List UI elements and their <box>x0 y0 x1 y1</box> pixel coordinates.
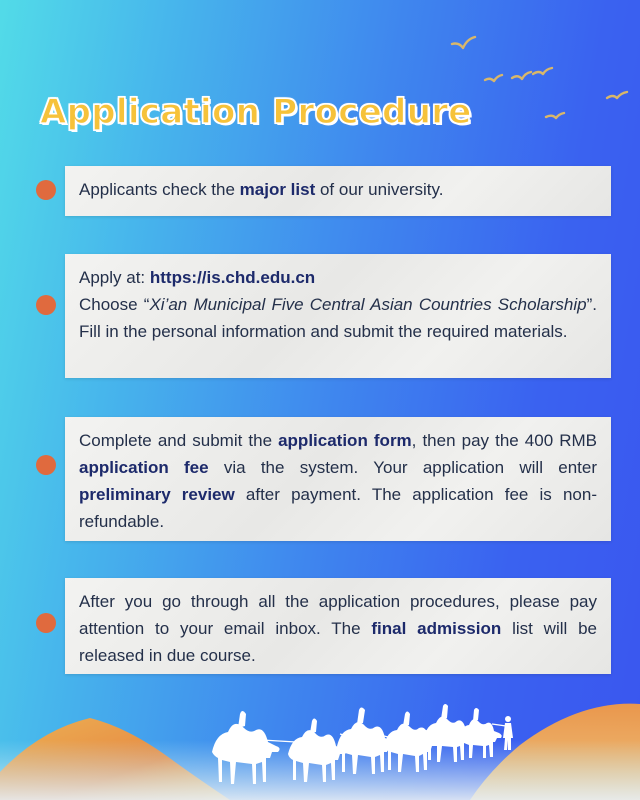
preliminary-review-label: preliminary review <box>79 485 235 504</box>
application-form-label: application form <box>278 431 412 450</box>
step-1-text: Applicants check the major list of our university. <box>79 180 444 199</box>
step-2-apply-line: Apply at: https://is.chd.edu.cn <box>79 268 316 287</box>
application-fee-label: application fee <box>79 458 209 477</box>
step-4-text: After you go through all the application procedures, please pay attention to your email inbox. The final admission list will be released in due course. <box>79 592 598 665</box>
scholarship-name: Xi’an Municipal Five Central Asian Countries Scholarship <box>149 295 587 314</box>
application-url: https://is.chd.edu.cn <box>149 268 316 287</box>
step-3-text: Complete and submit the application form, then pay the 400 RMB application fee via the system. Your application will enter preliminary review after payment. The application fee is non-refundable. <box>79 431 597 531</box>
step-2-text: Choose “Xi’an Municipal Five Central Asian Countries Scholarship”. Fill in the personal information and submit the required materials. <box>79 295 597 341</box>
final-admission-label: final admission <box>371 619 502 638</box>
major-list-label: major list <box>239 180 316 199</box>
page-title: Application Procedure <box>40 92 472 132</box>
